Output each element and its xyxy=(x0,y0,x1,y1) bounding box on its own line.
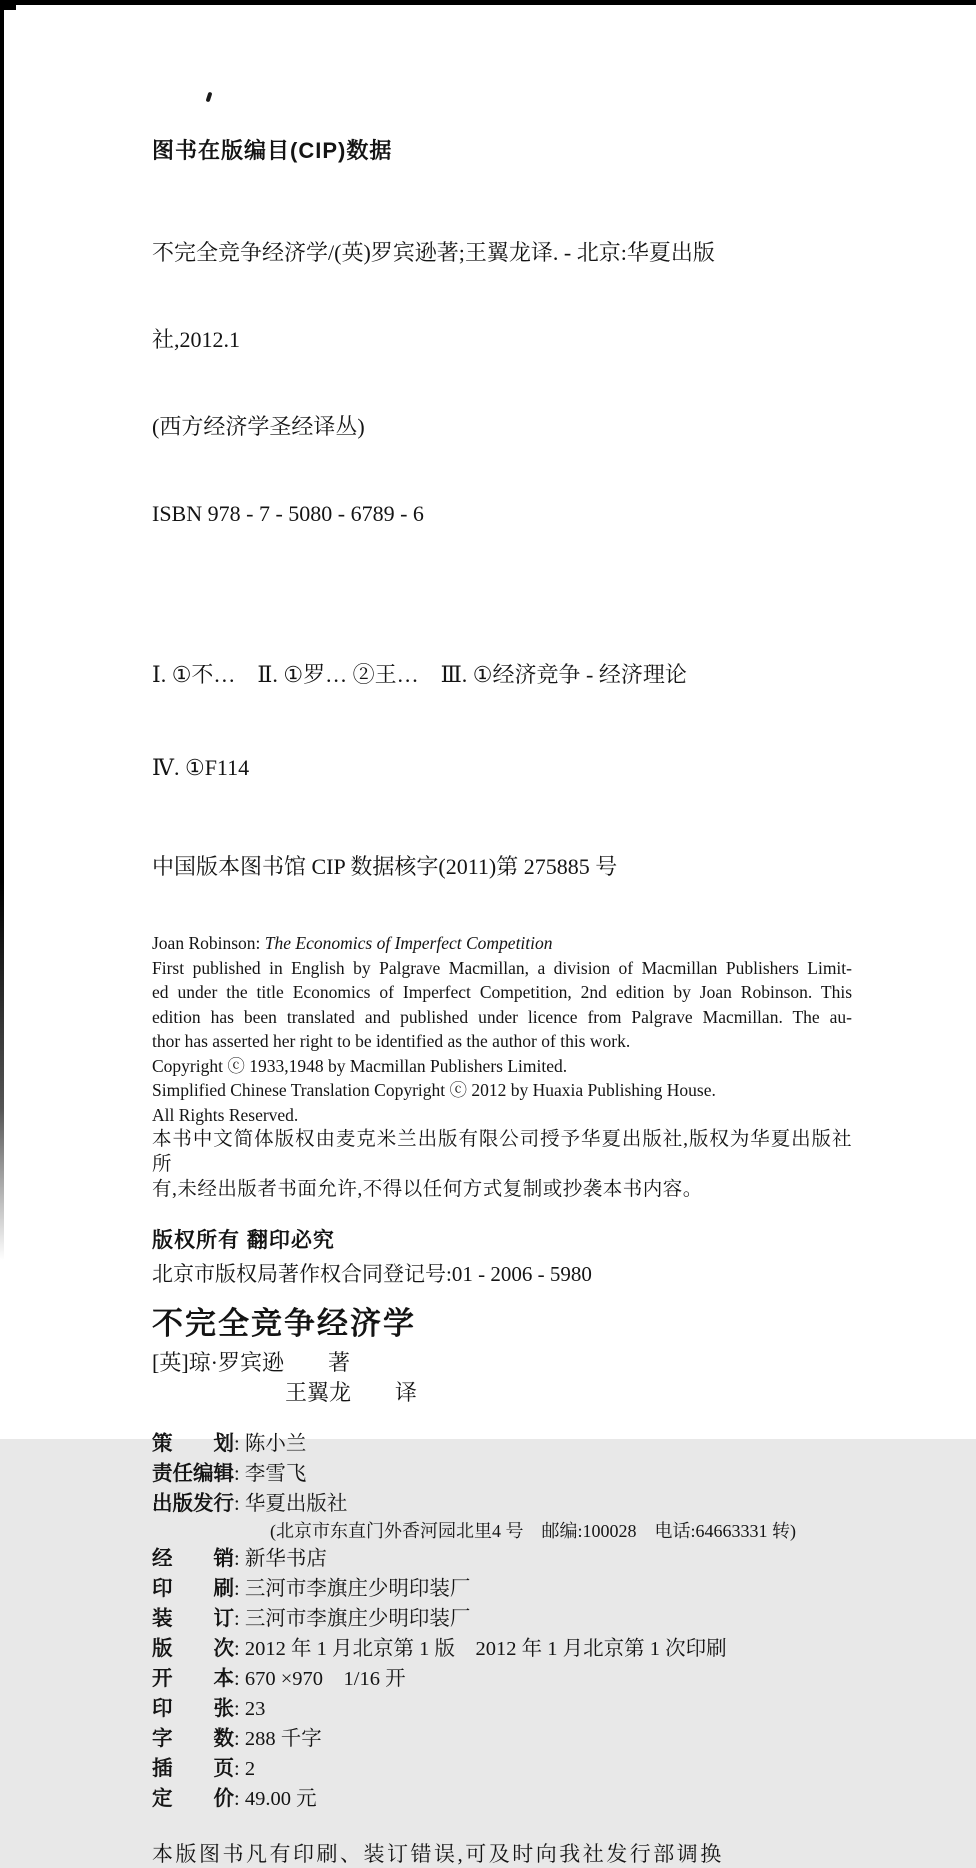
cip-classification-line-2: Ⅳ. ①F114 xyxy=(152,755,250,780)
misprint-exchange-note: 本版图书凡有印刷、装订错误,可及时向我社发行部调换 xyxy=(152,1842,724,1866)
book-translator-line: 王翼龙 译 xyxy=(285,1380,418,1405)
colophon-row-value: : 三河市李旗庄少明印装厂 xyxy=(234,1608,471,1630)
contract-registration-line: 北京市版权局著作权合同登记号:01 - 2006 - 5980 xyxy=(152,1262,592,1286)
scan-speck-artifact xyxy=(206,92,213,103)
colophon-row-label: 印 张 xyxy=(152,1697,234,1720)
page-content xyxy=(152,138,852,1868)
colophon-row-value: : 288 千字 xyxy=(234,1728,322,1750)
colophon-row xyxy=(152,1604,852,1634)
colophon-row xyxy=(152,1429,852,1459)
colophon-table xyxy=(152,1429,852,1814)
cip-classification-line-1: Ⅰ. ①不… Ⅱ. ①罗… ②王… Ⅲ. ①经济竞争 - 经济理论 xyxy=(152,662,687,687)
cip-classification-block xyxy=(152,597,852,845)
colophon-row-label: 装 订 xyxy=(152,1607,234,1630)
colophon-row-value: : 670 ×970 1/16 开 xyxy=(234,1668,406,1690)
colophon-row-label: 责任编辑 xyxy=(152,1462,234,1485)
copyright-work-title: The Economics of Imperfect Competition xyxy=(264,933,553,953)
colophon-row-value: : 新华书店 xyxy=(234,1548,327,1570)
colophon-row-value: : 陈小兰 xyxy=(234,1433,307,1455)
colophon-row-label: 出版发行 xyxy=(152,1492,234,1515)
colophon-row xyxy=(152,1544,852,1574)
colophon-row-label: 定 价 xyxy=(152,1787,234,1810)
cip-entry-block xyxy=(152,180,852,586)
copyright-line: Copyright ⓒ 1933,1948 by Macmillan Publishers Limited. xyxy=(152,1055,568,1076)
colophon-row-label: 开 本 xyxy=(152,1667,234,1690)
scan-border-corner xyxy=(0,0,16,10)
colophon-row-label: 策 划 xyxy=(152,1432,234,1455)
cip-series-line: (西方经济学圣经译丛) xyxy=(152,414,365,439)
colophon-row xyxy=(152,1664,852,1694)
copyright-line: All Rights Reserved. xyxy=(152,1104,299,1125)
colophon-row-value: : 49.00 元 xyxy=(234,1788,317,1810)
cip-registry-line: 中国版本图书馆 CIP 数据核字(2011)第 275885 号 xyxy=(152,854,618,879)
colophon-row-label: 版 次 xyxy=(152,1637,234,1660)
copyright-line: ed under the title Economics of Imperfect Competition, 2nd edition by Joan Robinson. This xyxy=(152,982,852,1002)
cip-isbn-line: ISBN 978 - 7 - 5080 - 6789 - 6 xyxy=(152,501,424,526)
colophon-row xyxy=(152,1724,852,1754)
copyright-author-name: Joan Robinson: xyxy=(152,933,265,953)
colophon-row-label: 插 页 xyxy=(152,1757,234,1780)
copyright-line: Simplified Chinese Translation Copyright ⓒ 2012 by Huaxia Publishing House. xyxy=(152,1080,716,1100)
rights-reserved-notice: 版权所有 翻印必究 xyxy=(152,1229,335,1252)
scan-border-left xyxy=(0,0,4,1260)
cip-data-header: 图书在版编目(CIP)数据 xyxy=(152,138,393,163)
copyright-line: 有,未经出版者书面允许,不得以任何方式复制或抄袭本书内容。 xyxy=(152,1179,703,1200)
colophon-row-label: 印 刷 xyxy=(152,1577,234,1600)
colophon-row-value: : 23 xyxy=(234,1698,266,1720)
colophon-row xyxy=(152,1694,852,1724)
copyright-line: 本书中文简体版权由麦克米兰出版有限公司授予华夏出版社,版权为华夏出版社所 xyxy=(152,1129,852,1175)
colophon-row-label: 字 数 xyxy=(152,1727,234,1750)
colophon-row xyxy=(152,1634,852,1664)
book-author-line: [英]琼·罗宾逊 著 xyxy=(152,1350,350,1375)
cip-title-line-2: 社,2012.1 xyxy=(152,327,241,352)
copyright-line: edition has been translated and published under licence from Palgrave Macmillan. The au- xyxy=(152,1006,852,1027)
colophon-row-value: : 2012 年 1 月北京第 1 版 2012 年 1 月北京第 1 次印刷 xyxy=(234,1638,727,1660)
colophon-row xyxy=(152,1784,852,1814)
copyright-author-title-line xyxy=(152,931,852,956)
copyright-lines-container xyxy=(152,956,852,1203)
copyright-block xyxy=(152,931,852,1202)
colophon-publisher-address-note: (北京市东直门外香河园北里4 号 邮编:100028 电话:64663331 转) xyxy=(270,1521,796,1541)
cip-title-line-1: 不完全竞争经济学/(英)罗宾逊著;王翼龙译. - 北京:华夏出版 xyxy=(152,240,715,265)
colophon-row-label: 经 销 xyxy=(152,1547,234,1570)
colophon-row xyxy=(152,1574,852,1604)
colophon-row xyxy=(152,1459,852,1489)
colophon-row-value: : 三河市李旗庄少明印装厂 xyxy=(234,1578,471,1600)
colophon-row xyxy=(152,1489,852,1519)
book-title: 不完全竞争经济学 xyxy=(152,1306,416,1341)
colophon-row-value: : 华夏出版社 xyxy=(234,1493,348,1515)
scan-border-top xyxy=(0,0,976,5)
colophon-row xyxy=(152,1754,852,1784)
colophon-row-value: : 李雪飞 xyxy=(234,1463,307,1485)
copyright-line: thor has asserted her right to be identified as the author of this work. xyxy=(152,1031,631,1051)
colophon-row-value: : 2 xyxy=(234,1758,256,1780)
copyright-line: First published in English by Palgrave Macmillan, a division of Macmillan Publishers Limit- xyxy=(152,957,852,978)
